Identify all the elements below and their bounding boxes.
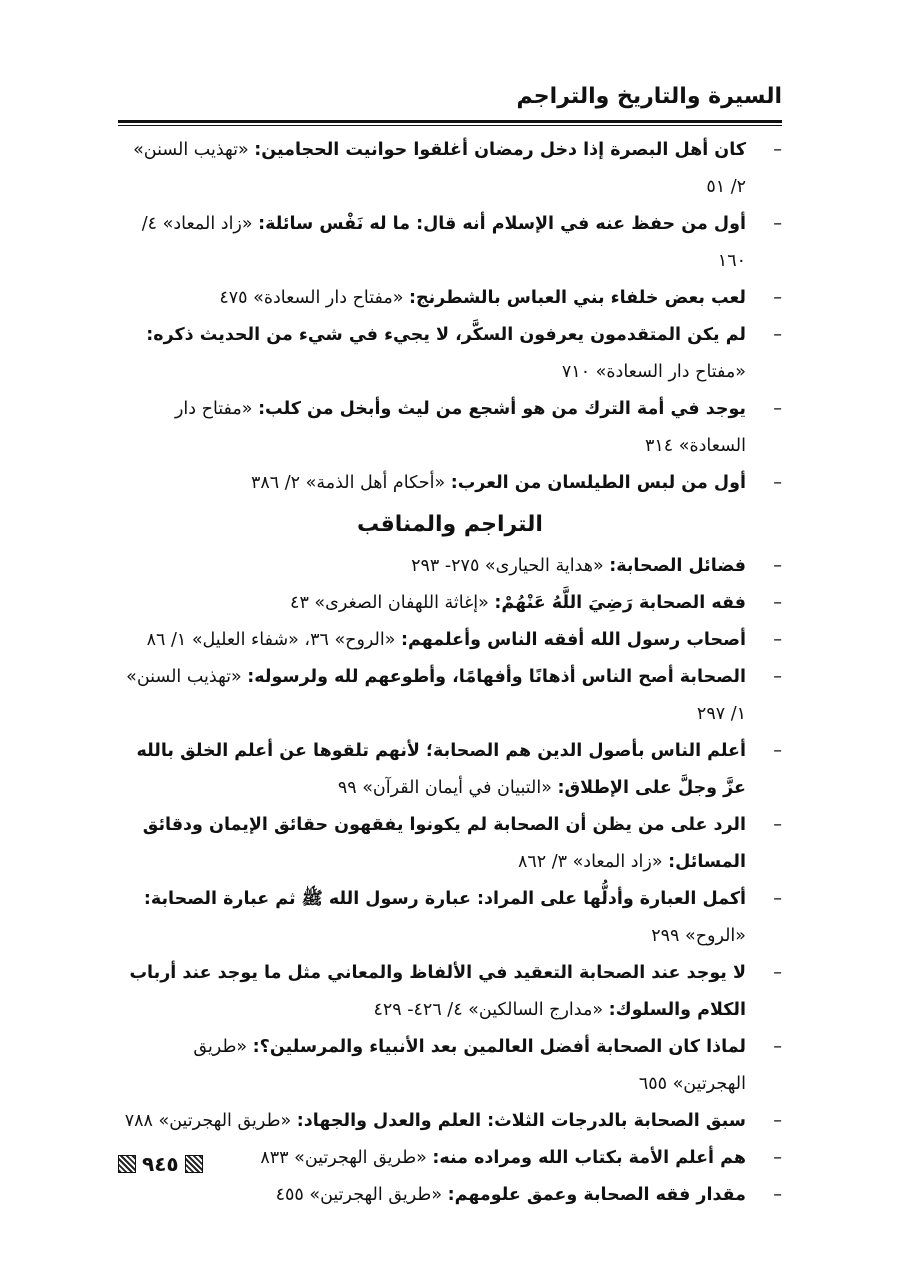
list-dash: – <box>773 593 782 613</box>
entry-reference: «مفتاح دار السعادة» ٣١٤ <box>174 399 746 456</box>
entry-topic: هم أعلم الأمة بكتاب الله ومراده منه: <box>432 1148 746 1168</box>
entry-topic: لا يوجد عند الصحابة التعقيد في الألفاظ والمعاني مثل ما يوجد عند أرباب الكلام والسلوك: <box>129 963 746 1020</box>
entry-topic: فضائل الصحابة: <box>609 556 746 576</box>
history-entries <box>118 132 782 502</box>
entry-reference: «زاد المعاد» ٤/ ١٦٠ <box>141 214 746 271</box>
ornament-right-icon <box>185 1155 203 1173</box>
entry-topic: لم يكن المتقدمون يعرفون السكَّر، لا يجيء في شيء من الحديث ذكره: <box>146 325 746 345</box>
index-entry <box>118 1029 782 1103</box>
list-dash: – <box>773 325 782 345</box>
index-entry <box>118 1103 782 1140</box>
index-entry <box>118 881 782 955</box>
index-entry <box>118 1140 782 1177</box>
list-dash: – <box>773 473 782 493</box>
index-entry <box>118 733 782 807</box>
entry-topic: فقه الصحابة رَضِيَ اللَّهُ عَنْهُمْ: <box>494 593 746 613</box>
entry-topic: أعلم الناس بأصول الدين هم الصحابة؛ لأنهم تلقوها عن أعلم الخلق بالله عزَّ وجلَّ على الإطلاق: <box>136 741 746 798</box>
list-dash: – <box>773 963 782 983</box>
entry-reference: «تهذيب السنن» ١/ ٢٩٧ <box>126 667 746 724</box>
entry-topic: كان أهل البصرة إذا دخل رمضان أغلقوا حوانيت الحجامين: <box>254 140 746 160</box>
list-dash: – <box>773 741 782 761</box>
list-dash: – <box>773 1185 782 1205</box>
entry-reference: «طريق الهجرتين» ٨٣٣ <box>260 1148 433 1168</box>
list-dash: – <box>773 399 782 419</box>
ornament-left-icon <box>118 1155 136 1173</box>
entry-reference: «التبيان في أيمان القرآن» ٩٩ <box>337 778 558 798</box>
list-dash: – <box>773 630 782 650</box>
list-dash: – <box>773 1037 782 1057</box>
entry-topic: لعب بعض خلفاء بني العباس بالشطرنج: <box>409 288 746 308</box>
entry-topic: مقدار فقه الصحابة وعمق علومهم: <box>447 1185 746 1205</box>
index-entry <box>118 659 782 733</box>
index-entry <box>118 1177 782 1214</box>
section-heading: التراجم والمناقب <box>357 512 543 537</box>
list-dash: – <box>773 214 782 234</box>
list-dash: – <box>773 140 782 160</box>
list-dash: – <box>773 889 782 909</box>
page-footer <box>118 1152 203 1176</box>
header-rule-thin <box>118 125 782 126</box>
entry-topic: أصحاب رسول الله أفقه الناس وأعلمهم: <box>401 630 746 650</box>
entry-topic: سبق الصحابة بالدرجات الثلاث: العلم والعدل والجهاد: <box>296 1111 746 1131</box>
index-entry <box>118 807 782 881</box>
list-dash: – <box>773 815 782 835</box>
list-dash: – <box>773 1148 782 1168</box>
index-entry <box>118 280 782 317</box>
list-dash: – <box>773 1111 782 1131</box>
list-dash: – <box>773 288 782 308</box>
index-entry <box>118 585 782 622</box>
entry-reference: «مفتاح دار السعادة» ٤٧٥ <box>219 288 409 308</box>
entry-reference: «الروح» ٢٩٩ <box>651 926 746 946</box>
entry-reference: «الروح» ٣٦، «شفاء العليل» ١/ ٨٦ <box>146 630 402 650</box>
list-dash: – <box>773 556 782 576</box>
entry-reference: «تهذيب السنن» ٢/ ٥١ <box>133 140 746 197</box>
entry-reference: «مدارج السالكين» ٤/ ٤٢٦- ٤٢٩ <box>373 1000 609 1020</box>
index-entry <box>118 391 782 465</box>
entry-topic: يوجد في أمة الترك من هو أشجع من ليث وأبخل من كلب: <box>258 399 746 419</box>
entry-reference: «مفتاح دار السعادة» ٧١٠ <box>561 362 746 382</box>
list-dash: – <box>773 667 782 687</box>
header-rule-thick <box>118 120 782 123</box>
entry-reference: «زاد المعاد» ٣/ ٨٦٢ <box>517 852 669 872</box>
running-header-title: السيرة والتاريخ والتراجم <box>516 84 782 109</box>
index-entry <box>118 955 782 1029</box>
entry-topic: الرد على من يظن أن الصحابة لم يكونوا يفقهون حقائق الإيمان ودقائق المسائل: <box>142 815 746 872</box>
index-entries <box>118 132 782 1214</box>
entry-topic: الصحابة أصح الناس أذهانًا وأفهامًا، وأطوعهم لله ولرسوله: <box>247 667 746 687</box>
entry-reference: «طريق الهجرتين» ٤٥٥ <box>275 1185 448 1205</box>
entry-topic: لماذا كان الصحابة أفضل العالمين بعد الأنبياء والمرسلين؟: <box>252 1037 746 1057</box>
entry-reference: «طريق الهجرتين» ٧٨٨ <box>124 1111 297 1131</box>
entry-topic: أول من لبس الطيلسان من العرب: <box>450 473 746 493</box>
entry-reference: «طريق الهجرتين» ٦٥٥ <box>193 1037 746 1094</box>
entry-reference: «إغاثة اللهفان الصغرى» ٤٣ <box>290 593 495 613</box>
entry-topic: أكمل العبارة وأدلُّها على المراد: عبارة رسول الله ﷺ ثم عبارة الصحابة: <box>143 889 746 909</box>
entry-reference: «هداية الحيارى» ٢٧٥- ٢٩٣ <box>411 556 610 576</box>
biographies-entries <box>118 548 782 1214</box>
index-entry <box>118 132 782 206</box>
index-entry <box>118 465 782 502</box>
entry-reference: «أحكام أهل الذمة» ٢/ ٣٨٦ <box>250 473 451 493</box>
index-entry <box>118 317 782 391</box>
page-number: ٩٤٥ <box>142 1152 179 1176</box>
index-entry <box>118 206 782 280</box>
index-entry <box>118 548 782 585</box>
entry-topic: أول من حفظ عنه في الإسلام أنه قال: ما له نَفْس سائلة: <box>258 214 746 234</box>
index-entry <box>118 622 782 659</box>
